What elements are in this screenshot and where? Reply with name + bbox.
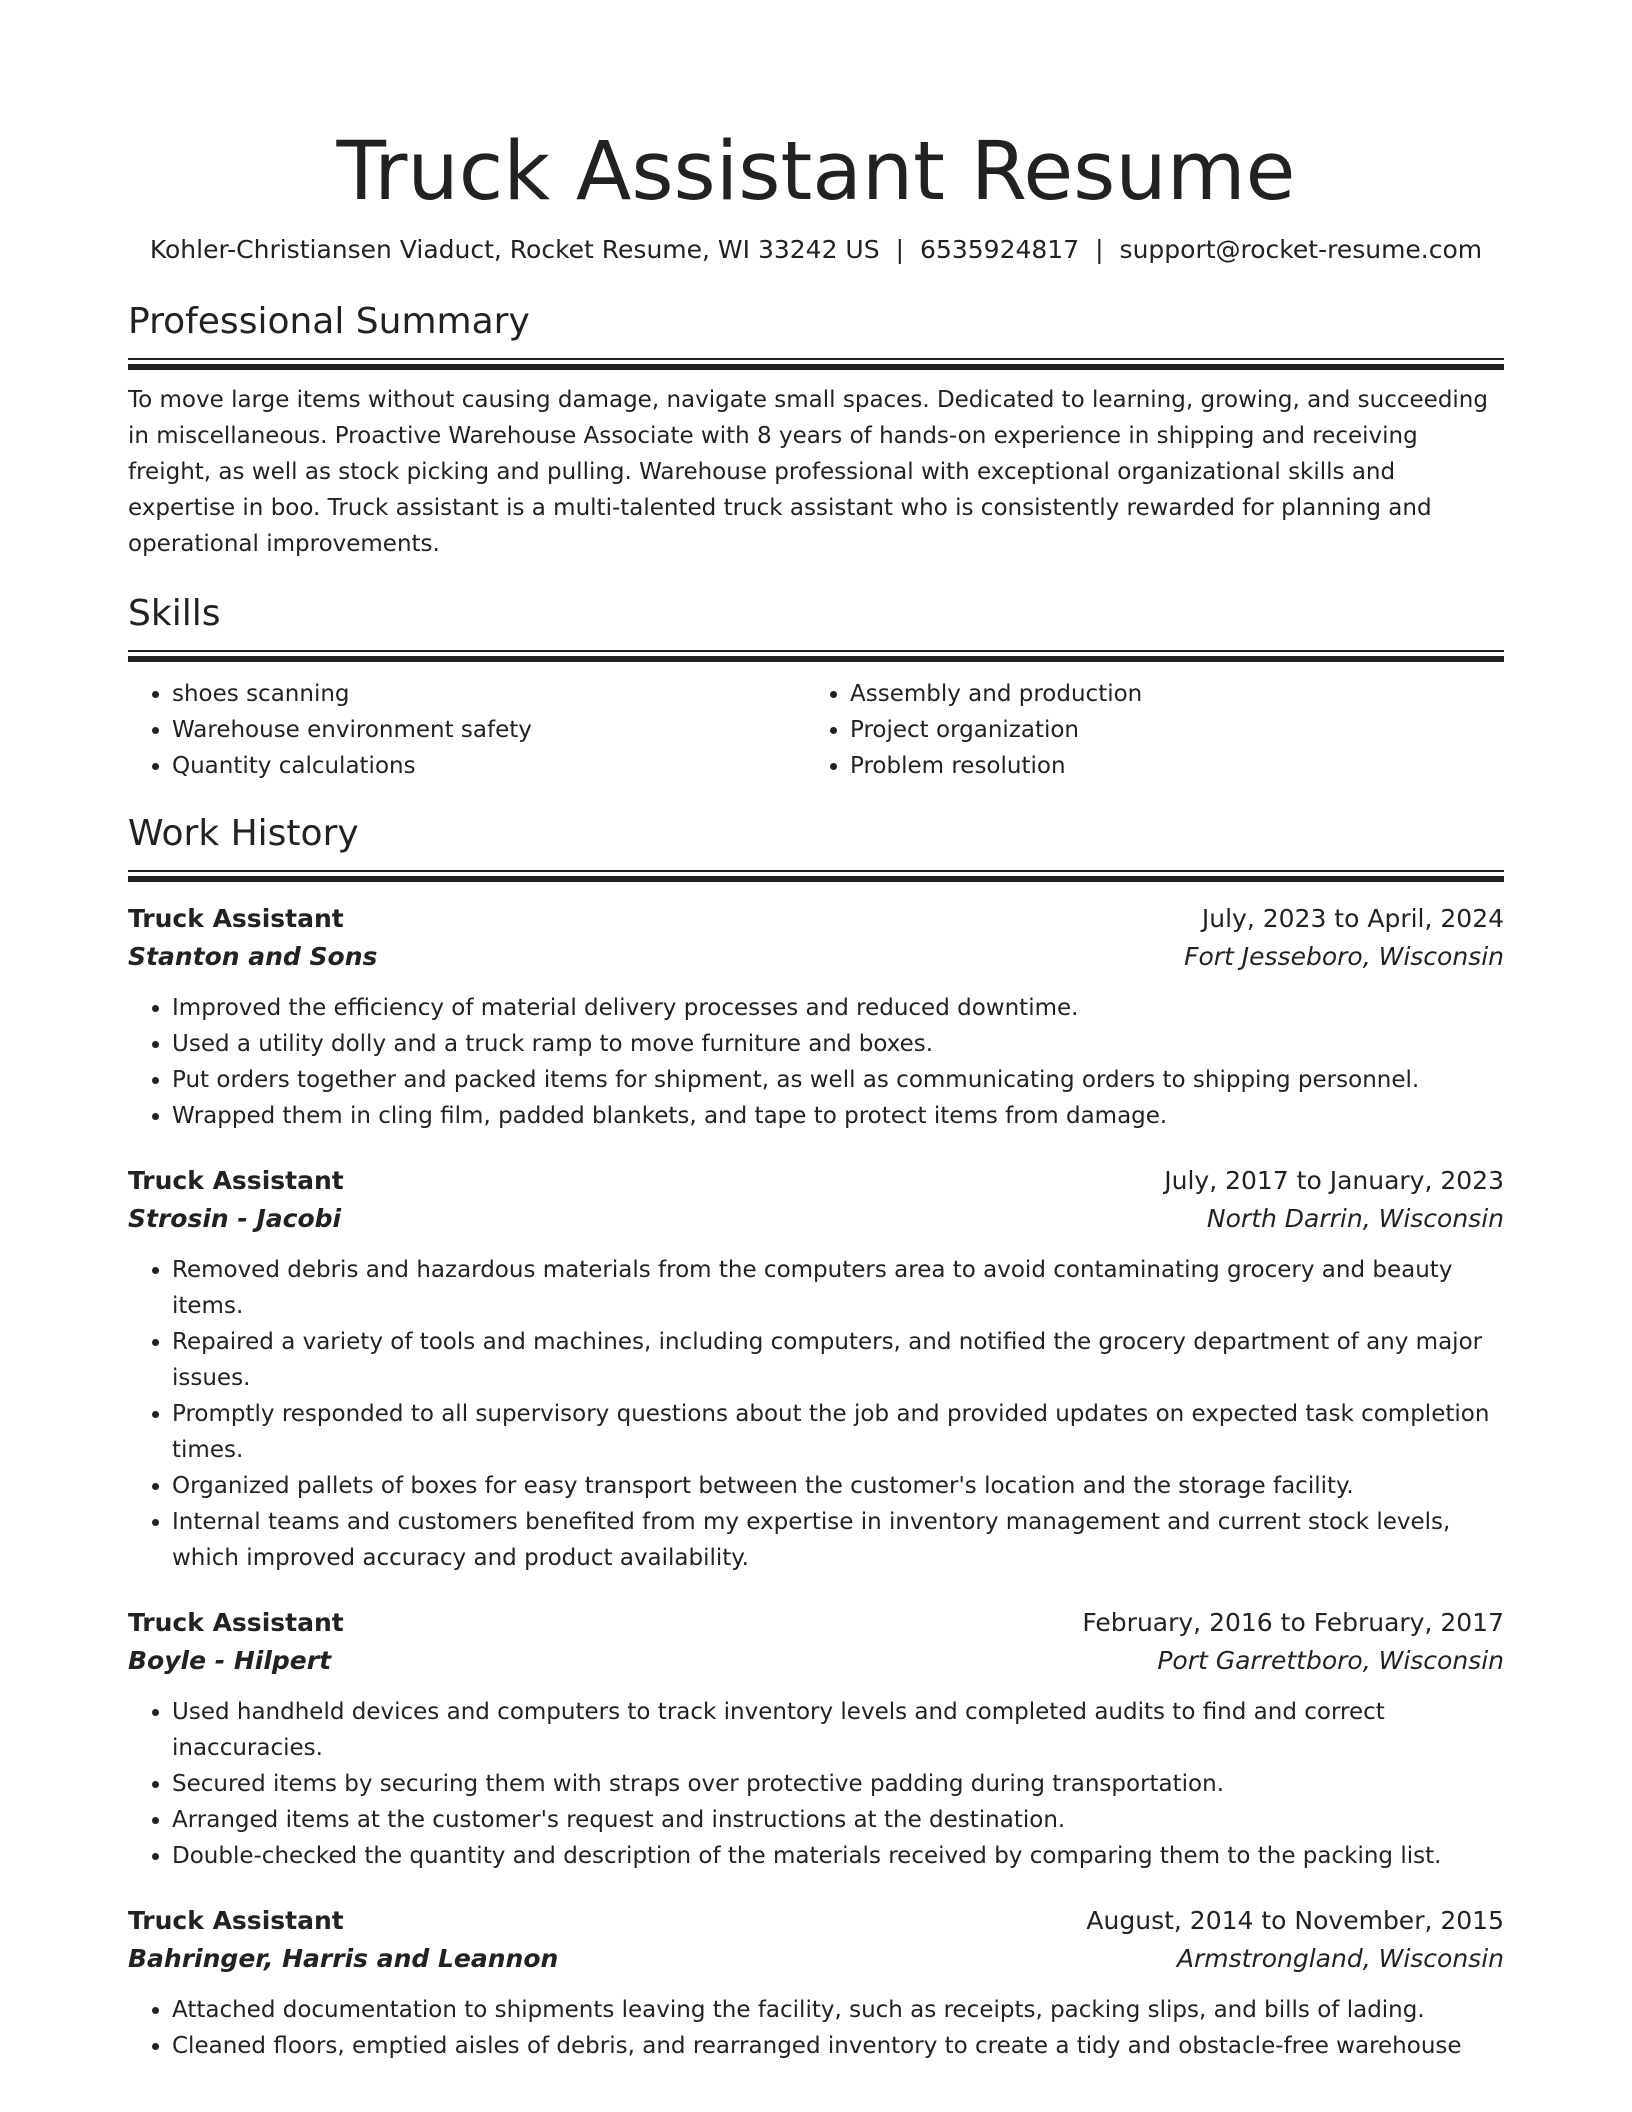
job-bullet: • Used a utility dolly and a truck ramp to move furniture and boxes. bbox=[172, 1026, 1504, 1062]
job-bullet: • Promptly responded to all supervisory questions about the job and provided updates on expected task completion times. bbox=[172, 1396, 1504, 1468]
job-dates: July, 2023 to April, 2024 bbox=[1201, 904, 1504, 933]
job-company: Strosin - Jacobi bbox=[128, 1204, 342, 1233]
skills-list-left bbox=[128, 676, 806, 784]
job-header-row bbox=[128, 900, 1504, 938]
job-company: Stanton and Sons bbox=[128, 942, 378, 971]
contact-separator: | bbox=[895, 235, 905, 264]
job-dates: July, 2017 to January, 2023 bbox=[1164, 1166, 1504, 1195]
section-heading-summary: Professional Summary bbox=[128, 301, 530, 342]
skill-item: • Assembly and production bbox=[850, 676, 1484, 712]
job-header-row bbox=[128, 1902, 1504, 1940]
job-bullet: • Cleaned floors, emptied aisles of debris, and rearranged inventory to create a tidy and obstacle-free warehouse bbox=[172, 2028, 1504, 2064]
job-entry bbox=[128, 1902, 1504, 2064]
job-company-row bbox=[128, 1200, 1504, 1238]
job-bullet: • Secured items by securing them with straps over protective padding during transportation. bbox=[172, 1766, 1504, 1802]
job-location: Fort Jesseboro, Wisconsin bbox=[1184, 942, 1504, 971]
job-bullets bbox=[128, 990, 1504, 1134]
professional-summary-section bbox=[128, 298, 1504, 562]
section-heading-work: Work History bbox=[128, 813, 359, 854]
job-bullet: • Used handheld devices and computers to track inventory levels and completed audits to find and correct inaccuracies. bbox=[172, 1694, 1504, 1766]
job-company-row bbox=[128, 938, 1504, 976]
skill-item: • shoes scanning bbox=[172, 676, 806, 712]
job-bullets bbox=[128, 1252, 1504, 1576]
resume-page bbox=[128, 0, 1504, 2064]
job-location: Armstrongland, Wisconsin bbox=[1176, 1944, 1504, 1973]
section-divider bbox=[128, 650, 1504, 662]
job-dates: August, 2014 to November, 2015 bbox=[1086, 1906, 1504, 1935]
job-entry bbox=[128, 1604, 1504, 1874]
job-company-row bbox=[128, 1642, 1504, 1680]
resume-title: Truck Assistant Resume bbox=[336, 125, 1296, 219]
job-location: Port Garrettboro, Wisconsin bbox=[1157, 1646, 1504, 1675]
skill-item: • Quantity calculations bbox=[172, 748, 806, 784]
job-bullet: • Double-checked the quantity and description of the materials received by comparing them to the packing list. bbox=[172, 1838, 1504, 1874]
skill-item: • Project organization bbox=[850, 712, 1484, 748]
job-dates: February, 2016 to February, 2017 bbox=[1082, 1608, 1504, 1637]
job-bullet: • Put orders together and packed items for shipment, as well as communicating orders to shipping personnel. bbox=[172, 1062, 1504, 1098]
job-title: Truck Assistant bbox=[128, 1608, 344, 1637]
job-title: Truck Assistant bbox=[128, 1166, 344, 1195]
section-heading-skills: Skills bbox=[128, 593, 221, 634]
skills-section bbox=[128, 590, 1504, 784]
job-bullets bbox=[128, 1992, 1504, 2064]
job-bullets bbox=[128, 1694, 1504, 1874]
contact-line bbox=[128, 232, 1504, 268]
job-company: Boyle - Hilpert bbox=[128, 1646, 332, 1675]
job-bullet: • Internal teams and customers benefited from my expertise in inventory management and current stock levels, which improved accuracy and product availability. bbox=[172, 1504, 1504, 1576]
job-bullet: • Attached documentation to shipments leaving the facility, such as receipts, packing slips, and bills of lading. bbox=[172, 1992, 1504, 2028]
job-entry bbox=[128, 1162, 1504, 1576]
contact-address: Kohler-Christiansen Viaduct, Rocket Resume, WI 33242 US bbox=[149, 235, 880, 264]
job-bullet: • Wrapped them in cling film, padded blankets, and tape to protect items from damage. bbox=[172, 1098, 1504, 1134]
job-header-row bbox=[128, 1604, 1504, 1642]
job-bullet: • Repaired a variety of tools and machines, including computers, and notified the grocery department of any major issues. bbox=[172, 1324, 1504, 1396]
job-location: North Darrin, Wisconsin bbox=[1206, 1204, 1504, 1233]
job-company: Bahringer, Harris and Leannon bbox=[128, 1944, 559, 1973]
job-title: Truck Assistant bbox=[128, 904, 344, 933]
job-bullet: • Arranged items at the customer's request and instructions at the destination. bbox=[172, 1802, 1504, 1838]
contact-phone: 6535924817 bbox=[920, 235, 1080, 264]
skill-item: • Warehouse environment safety bbox=[172, 712, 806, 748]
job-bullet: • Organized pallets of boxes for easy transport between the customer's location and the storage facility. bbox=[172, 1468, 1504, 1504]
job-title: Truck Assistant bbox=[128, 1906, 344, 1935]
contact-email: support@rocket-resume.com bbox=[1119, 235, 1483, 264]
section-divider bbox=[128, 358, 1504, 370]
contact-separator: | bbox=[1095, 235, 1104, 264]
skill-item: • Problem resolution bbox=[850, 748, 1484, 784]
section-divider bbox=[128, 870, 1504, 882]
job-bullet: • Removed debris and hazardous materials from the computers area to avoid contaminating grocery and beauty items. bbox=[172, 1252, 1504, 1324]
job-company-row bbox=[128, 1940, 1504, 1978]
summary-text: To move large items without causing damage, navigate small spaces. Dedicated to learning, growing, and succeeding in miscellaneous. Proactive Warehouse Associate with 8 years of hands-on experience in shipping and receiving freight, as well as stock picking and pulling. Warehouse professional with exceptional organizational skills and expertise in boo. Truck assistant is a multi-talented truck assistant who is consistently rewarded for planning and operational improvements. bbox=[128, 387, 1488, 557]
work-history-section bbox=[128, 810, 1504, 2064]
job-entry bbox=[128, 900, 1504, 1134]
skills-list-right bbox=[806, 676, 1484, 784]
job-bullet: • Improved the efficiency of material delivery processes and reduced downtime. bbox=[172, 990, 1504, 1026]
skills-columns bbox=[128, 676, 1504, 784]
job-header-row bbox=[128, 1162, 1504, 1200]
